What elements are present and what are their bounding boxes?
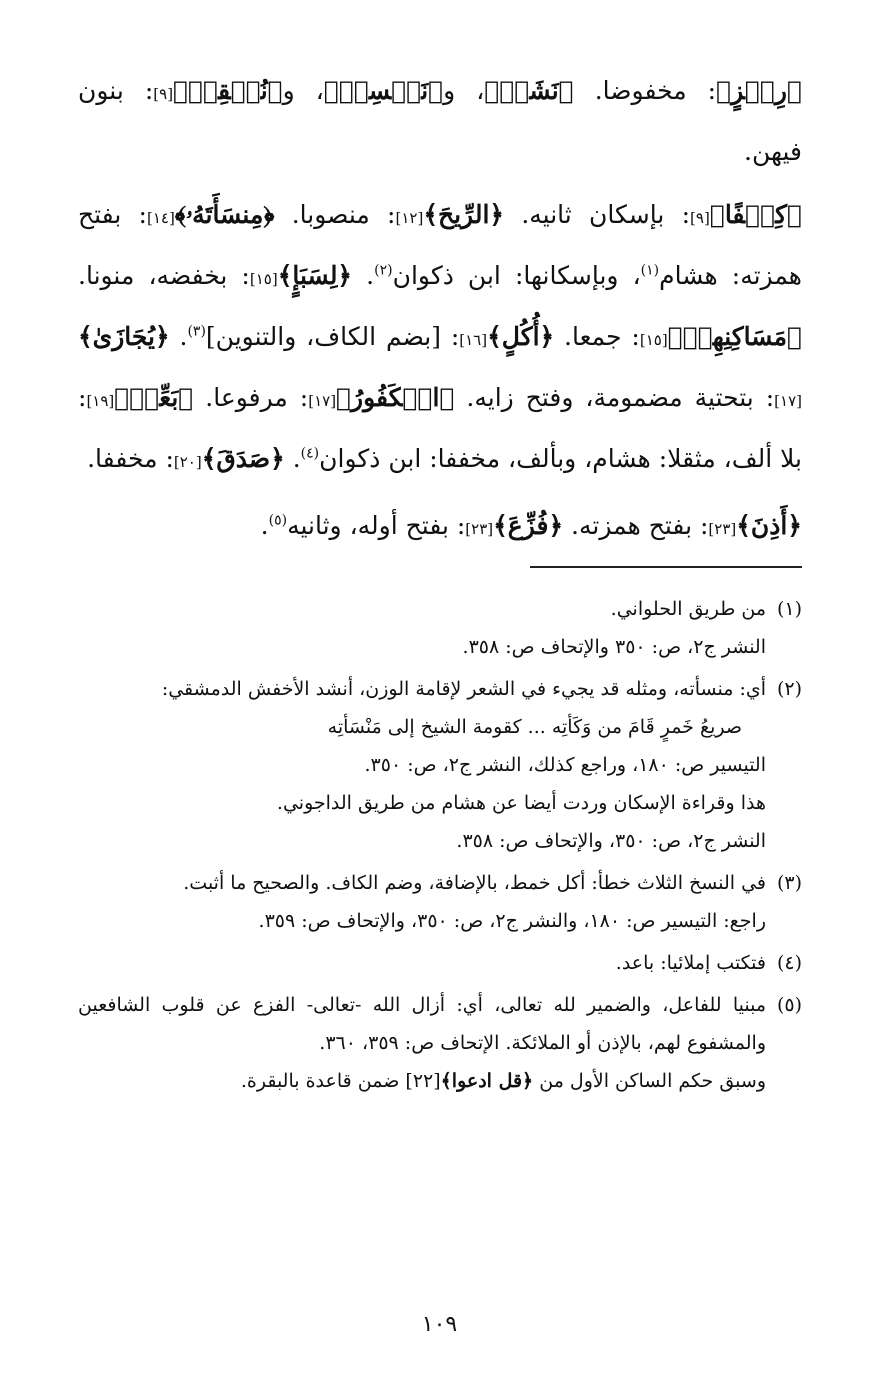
commentary-text: : مرفوعا.	[193, 383, 309, 412]
footnote-ref[interactable]: (٣)	[187, 323, 206, 340]
main-paragraph-2	[78, 186, 802, 491]
commentary-text: : بفتح أوله، وثانيه	[287, 511, 466, 540]
verse-number: [٢٣]	[465, 520, 494, 538]
quran-word: ﴿مَسَاكِنِهِمۡ﴾	[667, 322, 802, 351]
footnote-body	[78, 864, 766, 940]
quran-word: ﴿نُسۡقِطۡ﴾	[173, 76, 283, 105]
verse-number: [١٤]	[146, 209, 175, 227]
footnote-line: أي: منسأته، ومثله قد يجيء في الشعر لإقامة الوزن، أنشد الأخفش الدمشقي:	[161, 678, 766, 700]
quran-word: ﴿الرِّيحَ﴾	[423, 200, 505, 229]
commentary-text: .	[169, 322, 188, 351]
quran-word: ﴿يُجَازَىٰ﴾	[78, 322, 170, 351]
footnote-5	[78, 986, 802, 1100]
commentary-text: ، و	[443, 76, 485, 105]
verse-number: [٩]	[690, 209, 710, 227]
poetry-verse: صريعُ خَمرٍ قَامَ من وَكَأتِه ... كقومة الشيخ إلى مَنْسَأتِه	[327, 716, 742, 738]
footnote-body	[78, 986, 766, 1100]
footnote-number: (٣)	[776, 872, 802, 894]
verse-number: [١٥]	[249, 270, 278, 288]
commentary-text: : بنون فيهن.	[78, 76, 802, 166]
footnote-line: النشر ج٢، ص: ٣٥٠، والإتحاف ص: ٣٥٨.	[456, 830, 766, 852]
verse-number: [١٩]	[86, 392, 115, 410]
footnote-number: (٥)	[776, 994, 802, 1016]
footnote-number: (٢)	[776, 678, 802, 700]
footnote-ref[interactable]: (٤)	[300, 445, 320, 462]
commentary-text: .	[284, 444, 301, 473]
quran-word: ﴿نَشَأۡ﴾	[484, 76, 574, 105]
footnote-separator	[530, 566, 802, 568]
quran-word: ﴿أُكُلٍ﴾	[487, 322, 555, 351]
footnote-ref[interactable]: (٥)	[268, 512, 288, 529]
commentary-text: : بفتح همزته: هشام	[78, 200, 802, 290]
main-text	[78, 62, 802, 558]
commentary-text: ، و	[282, 76, 324, 105]
commentary-text: : منصوبا.	[274, 200, 396, 229]
quran-word: ﴿مِنسَأَتَهُۥ﴾	[174, 200, 275, 229]
commentary-text: ، وبإسكانها: ابن ذكوان	[392, 261, 641, 290]
quran-word: ﴿فُزِّعَ﴾	[493, 511, 564, 540]
footnote-number: (١)	[776, 598, 802, 620]
verse-number: [٢٢]	[405, 1070, 441, 1092]
commentary-text: : مخفوضا.	[573, 76, 717, 105]
page-number: ١٠٩	[421, 1312, 458, 1337]
quran-word: ﴿كِسۡفًا﴾	[709, 200, 802, 229]
quran-word: ﴿بَعِّدۡ﴾	[114, 383, 194, 412]
footnote-4	[78, 944, 802, 982]
footnote-body	[78, 670, 766, 860]
footnote-3	[78, 864, 802, 940]
footnote-text: وسبق حكم الساكن الأول من	[533, 1070, 766, 1092]
footnote-body	[78, 590, 766, 666]
commentary-text: : بفتح همزته.	[563, 511, 709, 540]
footnote-line: هذا وقراءة الإسكان وردت أيضا عن هشام من طريق الداجوني.	[276, 792, 766, 814]
footnote-2	[78, 670, 802, 860]
footnote-line: مبنيا للفاعل، والضمير لله تعالى، أي: أزال الله -تعالى- الفزع عن قلوب الشافعين والمشفوع لهم، بالإذن أو الملائكة. الإتحاف ص: ٣٥٩، ٣٦٠.	[78, 994, 766, 1054]
footnote-text: ضمن قاعدة بالبقرة.	[240, 1070, 406, 1092]
quran-word: ﴿لِسَبَإٍ﴾	[277, 261, 353, 290]
commentary-text: .	[352, 261, 375, 290]
footnote-line: من طريق الحلواني.	[610, 598, 766, 620]
commentary-text: : بلا ألف، مثقلا: هشام، وبألف، مخففا: ابن ذكوان	[78, 383, 802, 473]
verse-number: [٢٠]	[173, 453, 202, 471]
footnote-line: النشر ج٢، ص: ٣٥٠ والإتحاف ص: ٣٥٨.	[462, 636, 766, 658]
commentary-text: : بتحتية مضمومة، وفتح زايه.	[454, 383, 775, 412]
footnote-number: (٤)	[776, 952, 802, 974]
verse-number: [١٦]	[459, 331, 488, 349]
commentary-text: : بإسكان ثانيه.	[504, 200, 691, 229]
commentary-text: : [بضم الكاف، والتنوين]	[205, 322, 460, 351]
commentary-text: : بخفضه، منونا.	[78, 261, 250, 290]
footnote-line: فتكتب إملائيا: باعد.	[615, 952, 766, 974]
footnote-line: في النسخ الثلاث خطأ: أكل خمط، بالإضافة، وضم الكاف. والصحيح ما أثبت.	[183, 872, 766, 894]
verse-number: [١٢]	[395, 209, 424, 227]
footnote-line	[78, 1062, 766, 1100]
footnote-line: التيسير ص: ١٨٠، وراجع كذلك، النشر ج٢، ص: ٣٥٠.	[364, 754, 766, 776]
footnote-ref[interactable]: (٢)	[374, 262, 393, 279]
verse-number: [٢٣]	[708, 520, 737, 538]
quran-word: ﴿نَخۡسِفۡ﴾	[323, 76, 444, 105]
main-paragraph-1	[78, 62, 802, 180]
footnote-ref[interactable]: (١)	[640, 262, 660, 279]
verse-number: [٩]	[153, 85, 174, 103]
verse-number: [١٧]	[774, 392, 802, 410]
commentary-text: : جمعا.	[554, 322, 640, 351]
footnote-1	[78, 590, 802, 666]
quran-word: ﴿رِجۡزٍ﴾	[716, 76, 802, 105]
commentary-text: .	[260, 511, 269, 540]
quran-word: ﴿الۡكَفُورُ﴾	[336, 383, 455, 412]
footnote-line: راجع: التيسير ص: ١٨٠، والنشر ج٢، ص: ٣٥٠، والإتحاف ص: ٣٥٩.	[258, 910, 766, 932]
verse-number: [١٥]	[639, 331, 668, 349]
footnotes	[78, 590, 802, 1104]
quran-word: ﴿أَذِنَ﴾	[736, 511, 802, 540]
commentary-text: : مخففا.	[87, 444, 174, 473]
verse-number: [١٧]	[308, 392, 337, 410]
quran-word: ﴿صَدَقَ﴾	[201, 444, 285, 473]
quran-word: ﴿قل ادعوا﴾	[440, 1070, 534, 1092]
footnote-body	[78, 944, 766, 982]
main-paragraph-3	[78, 497, 802, 558]
